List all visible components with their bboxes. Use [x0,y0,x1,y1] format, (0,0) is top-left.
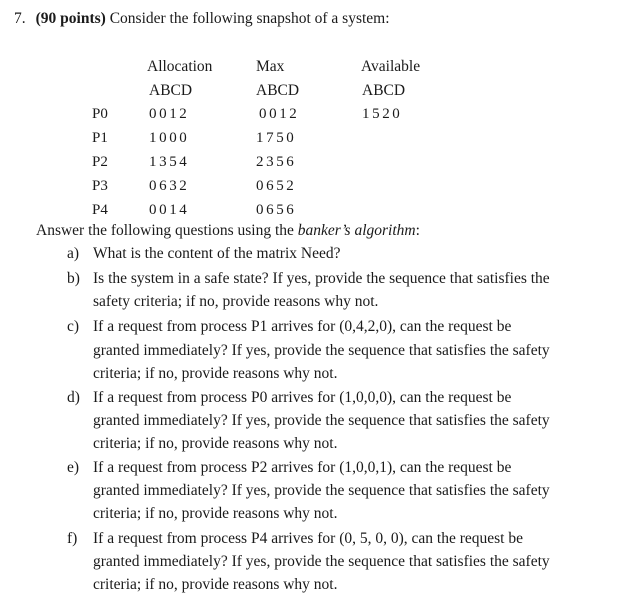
process-label: P1 [92,130,108,146]
item-text: granted immediately? If yes, provide the sequence that satisfies the safety [93,482,550,499]
allocation-cell: 0632 [149,178,190,194]
max-cell: 1750 [256,130,297,146]
available-cell: 1520 [362,106,403,122]
available-subheader: ABCD [362,82,406,99]
item-text: granted immediately? If yes, provide the sequence that satisfies the safety [93,342,550,359]
instructions-emphasis: banker’s algorithm [297,222,416,239]
item-text: criteria; if no, provide reasons why not. [93,576,338,593]
max-cell: 2356 [256,154,297,170]
allocation-header: Allocation [147,58,213,75]
process-label: P3 [92,178,108,194]
item-text: criteria; if no, provide reasons why not. [93,435,338,452]
question-header [14,11,390,27]
max-cell: 0656 [256,202,297,218]
process-label: P0 [92,106,108,122]
item-text: If a request from process P0 arrives for (1,0,0,0), can the request be [93,389,512,406]
item-text: Is the system in a safe state? If yes, provide the sequence that satisfies the [93,270,550,287]
item-text: criteria; if no, provide reasons why not. [93,365,338,382]
item-text: If a request from process P1 arrives for (0,4,2,0), can the request be [93,318,512,335]
item-text: granted immediately? If yes, provide the sequence that satisfies the safety [93,553,550,570]
question-points: (90 points) [35,10,106,27]
question-number: 7. [14,10,26,27]
item-letter: b) [67,270,80,287]
item-text: safety criteria; if no, provide reasons why not. [93,293,379,310]
allocation-cell: 0014 [149,202,190,218]
question-prompt: Consider the following snapshot of a system: [109,10,390,27]
allocation-cell: 1000 [149,130,190,146]
item-letter: e) [67,459,80,476]
item-text: If a request from process P2 arrives for (1,0,0,1), can the request be [93,459,512,476]
instructions-after: : [415,222,420,239]
allocation-subheader: ABCD [149,82,193,99]
item-letter: d) [67,389,80,406]
allocation-cell: 0012 [149,106,190,122]
process-label: P2 [92,154,108,170]
max-cell: 0012 [259,106,300,122]
process-label: P4 [92,202,108,218]
max-subheader: ABCD [256,82,300,99]
item-text: If a request from process P4 arrives for (0, 5, 0, 0), can the request be [93,530,523,547]
item-letter: a) [67,245,80,262]
item-text: granted immediately? If yes, provide the sequence that satisfies the safety [93,412,550,429]
item-text: criteria; if no, provide reasons why not. [93,505,338,522]
item-letter: c) [67,318,80,335]
instructions-before: Answer the following questions using the [36,222,298,239]
instructions [36,223,420,239]
available-header: Available [361,58,421,75]
item-text: What is the content of the matrix Need? [93,245,341,262]
allocation-cell: 1354 [149,154,190,170]
max-cell: 0652 [256,178,297,194]
item-letter: f) [67,530,78,547]
max-header: Max [256,58,285,75]
